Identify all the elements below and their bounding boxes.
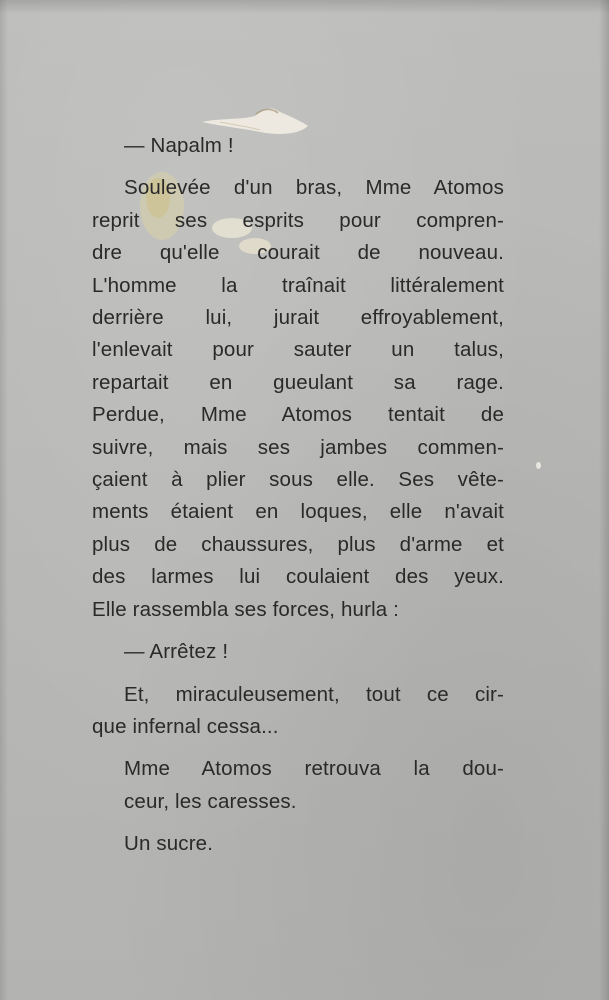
text-line: l'enlevait pour sauter un talus, — [92, 338, 504, 362]
text-line: ceur, les caresses. — [124, 789, 297, 813]
dialogue-line: — Arrêtez ! — [124, 640, 229, 664]
text-line: ments étaient en loques, elle n'avait — [92, 500, 504, 524]
paper-speck — [536, 462, 541, 469]
paragraph — [92, 753, 504, 818]
page-edge-shadow — [0, 0, 8, 1000]
paragraph — [92, 679, 504, 744]
text-line: dre qu'elle courait de nouveau. — [92, 241, 504, 265]
text-line: des larmes lui coulaient des yeux. — [92, 565, 504, 589]
text-line: que infernal cessa... — [92, 714, 279, 738]
text-line: Et, miraculeusement, tout ce cir- — [124, 682, 504, 706]
text-line: repartait en gueulant sa rage. — [92, 370, 504, 394]
text-line: Mme Atomos retrouva la dou- — [124, 757, 504, 781]
text-line: suivre, mais ses jambes commen- — [92, 435, 504, 459]
text-line: Perdue, Mme Atomos tentait de — [92, 403, 504, 427]
dialogue-line: — Napalm ! — [124, 134, 234, 157]
page-text — [92, 130, 504, 871]
text-line: L'homme la traînait littéralement — [92, 273, 504, 297]
paragraph — [92, 172, 504, 626]
text-line: çaient à plier sous elle. Ses vête- — [92, 468, 504, 492]
closing-line: Un sucre. — [124, 832, 214, 856]
text-line: reprit ses esprits pour compren- — [92, 208, 504, 232]
text-line: Elle rassembla ses forces, hurla : — [92, 597, 400, 621]
text-line: Soulevée d'un bras, Mme Atomos — [124, 176, 504, 200]
page-edge-shadow — [0, 0, 609, 14]
text-line: plus de chaussures, plus d'arme et — [92, 532, 504, 556]
page-edge-shadow — [599, 0, 609, 1000]
text-line: derrière lui, jurait effroyablement, — [92, 306, 504, 330]
